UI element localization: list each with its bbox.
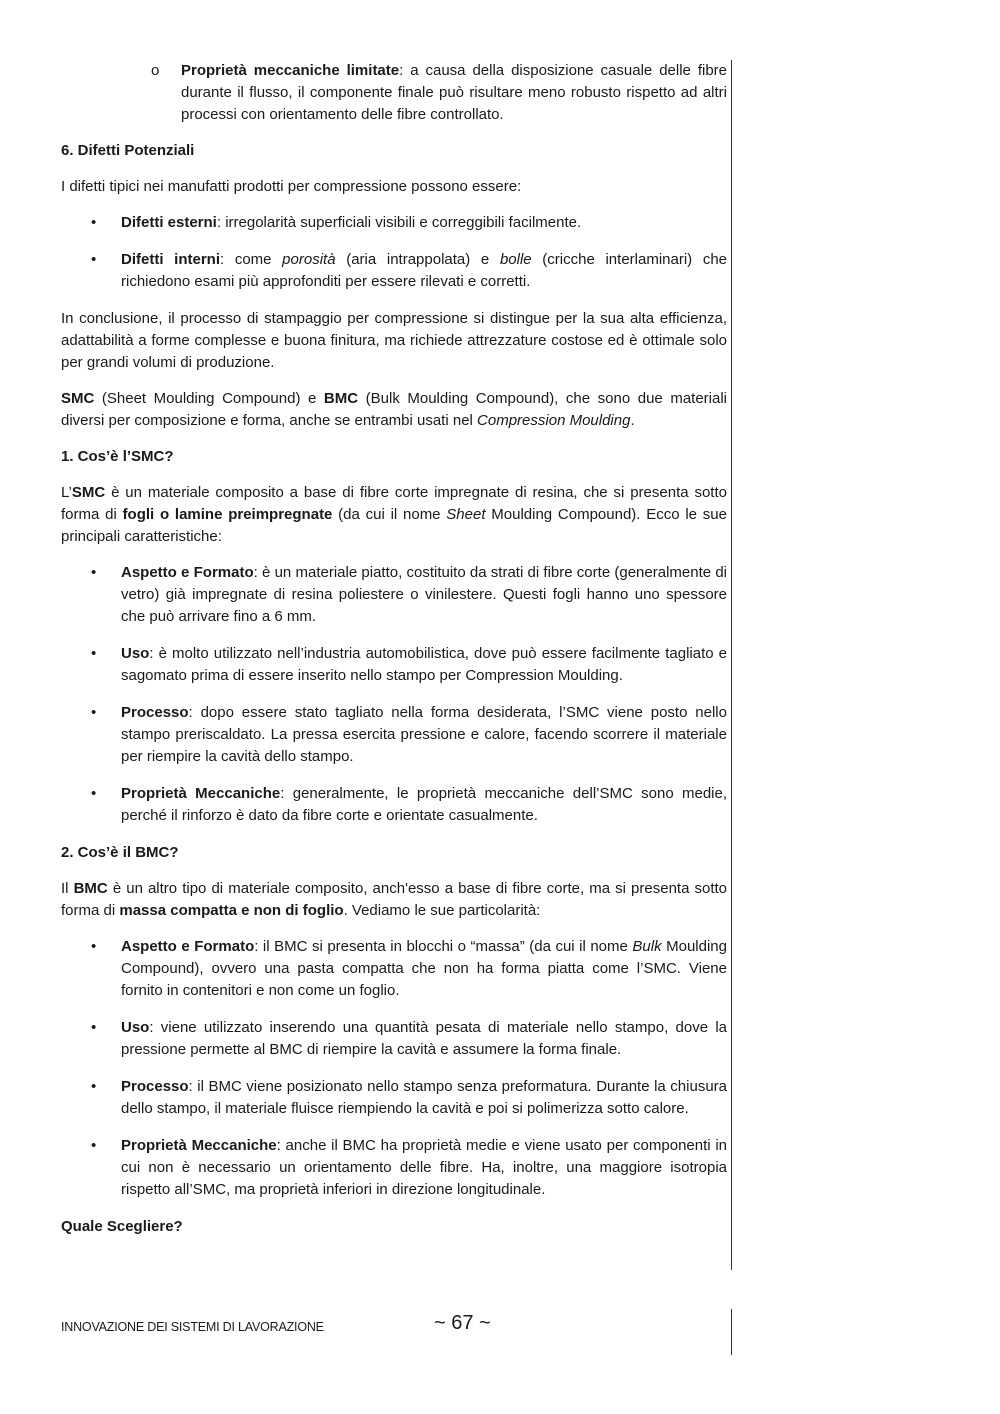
item-text: (aria intrappolata) e: [335, 251, 500, 268]
item-label: Processo: [121, 704, 189, 721]
section-heading-bmc: 2. Cos’è il BMC?: [61, 844, 179, 861]
italic-term: Sheet: [446, 506, 486, 523]
list-item: [61, 249, 727, 293]
section-heading-difetti: 6. Difetti Potenziali: [61, 142, 195, 159]
bullet-icon: •: [91, 785, 97, 802]
item-label: Difetti esterni: [121, 214, 217, 231]
item-text: : come: [220, 251, 283, 268]
page-content: [61, 60, 727, 1252]
bullet-icon: •: [91, 938, 97, 955]
bullet-icon: •: [91, 214, 97, 231]
list-item: [61, 1135, 727, 1201]
bullet-icon: •: [91, 1019, 97, 1036]
text-run: . Vediamo le sue particolarità:: [343, 902, 541, 919]
bullet-icon: •: [91, 1137, 97, 1154]
bold-term: BMC: [73, 880, 108, 897]
item-label: Aspetto e Formato: [121, 938, 255, 955]
sub-bullet-item: [151, 60, 727, 126]
list-item: [61, 783, 727, 827]
italic-term: porosità: [282, 251, 336, 268]
conclusion-paragraph: In conclusione, il processo di stampaggio per compressione si distingue per la sua alta efficienza, adattabilità a forme complesse e buona finitura, ma richiede attrezzature costose ed è ottimale solo per grandi volumi di produzione.: [61, 310, 727, 371]
item-label: Proprietà meccaniche limitate: [181, 62, 400, 79]
bullet-list-difetti: [61, 212, 727, 293]
footer-rule: [731, 1309, 732, 1355]
list-item: [61, 212, 727, 234]
item-label: Uso: [121, 645, 150, 662]
bold-term: fogli o lamine preimpregnate: [122, 506, 333, 523]
list-item: [61, 1017, 727, 1061]
paragraph: I difetti tipici nei manufatti prodotti per compressione possono essere:: [61, 178, 522, 195]
bold-term: BMC: [323, 390, 359, 407]
item-label: Processo: [121, 1078, 189, 1095]
text-run: (da cui il nome: [332, 506, 447, 523]
bold-term: massa compatta e non di foglio: [119, 902, 344, 919]
bold-term: SMC: [61, 390, 95, 407]
italic-term: Bulk: [632, 938, 662, 955]
item-label: Proprietà Meccaniche: [121, 785, 281, 802]
item-text: : il BMC si presenta in blocchi o “massa” (da cui il nome: [254, 938, 633, 955]
item-text: : viene utilizzato inserendo una quantità pesata di materiale nello stampo, dove la pressione permette al BMC di riempire la cavità e assumere la forma finale.: [121, 1019, 727, 1058]
text-run: .: [630, 412, 635, 429]
item-text: : è molto utilizzato nell’industria automobilistica, dove può essere facilmente tagliato e sagomato prima di essere inserito nello stampo per Compression Moulding.: [121, 645, 727, 684]
text-run: (Sheet Moulding Compound) e: [94, 390, 324, 407]
list-item: [61, 562, 727, 628]
smc-bmc-intro-paragraph: [61, 388, 727, 432]
item-label: Aspetto e Formato: [121, 564, 254, 581]
item-text: : irregolarità superficiali visibili e correggibili facilmente.: [216, 214, 582, 231]
bmc-intro-paragraph: [61, 878, 727, 922]
bullet-icon: •: [91, 645, 97, 662]
footer-course-title: INNOVAZIONE DEI SISTEMI DI LAVORAZIONE: [61, 1320, 324, 1334]
section-heading-quale-scegliere: Quale Scegliere?: [61, 1218, 183, 1235]
bullet-icon: •: [91, 704, 97, 721]
text-run: Il: [61, 880, 74, 897]
item-text: (cricche interlaminari) che richiedono esami più approfonditi per essere rilevati e corretti.: [121, 251, 728, 290]
bullet-list-smc: [61, 562, 727, 827]
text-run: è un materiale composito a base di fibre corte impregnate di resina, che si presenta sotto forma di: [61, 484, 727, 523]
item-text: : anche il BMC ha proprietà medie e viene usato per componenti in cui non è necessario un orientamento delle fibre. Ha, inoltre, una maggiore isotropia rispetto all’SMC, ma proprietà inferiori in direzione longitudinale.: [121, 1137, 728, 1198]
item-text: Moulding Compound), ovvero una pasta compatta che non ha forma piatta come l’SMC. Viene fornito in contenitori e non come un foglio.: [121, 938, 727, 999]
italic-term: bolle: [499, 251, 532, 268]
bullet-icon: •: [91, 564, 97, 581]
item-label: Proprietà Meccaniche: [121, 1137, 277, 1154]
bold-term: SMC: [71, 484, 106, 501]
list-item: [61, 1076, 727, 1120]
list-item: [61, 643, 727, 687]
text-run: Moulding Compound). Ecco le sue principali caratteristiche:: [61, 506, 727, 545]
bullet-list-bmc: [61, 936, 727, 1201]
bullet-icon: •: [91, 251, 97, 268]
text-run: (Bulk Moulding Compound), che sono due materiali diversi per composizione e forma, anche se entrambi usati nel: [61, 390, 728, 429]
bullet-icon: •: [91, 1078, 97, 1095]
item-text: : il BMC viene posizionato nello stampo senza preformatura. Durante la chiusura dello stampo, il materiale fluisce riempiendo la cavità e poi si polimerizza sotto calore.: [121, 1078, 727, 1117]
item-label: Uso: [121, 1019, 150, 1036]
margin-rule: [731, 60, 732, 1270]
item-text: : dopo essere stato tagliato nella forma desiderata, l’SMC viene posto nello stampo preriscaldato. La pressa esercita pressione e calore, facendo scorrere il materiale per riempire la cavità dello stampo.: [121, 704, 727, 765]
page-number: ~ 67 ~: [434, 1312, 491, 1334]
hollow-bullet-icon: o: [151, 62, 160, 79]
item-text: : a causa della disposizione casuale delle fibre durante il flusso, il componente finale può risultare meno robusto rispetto ad altri processi con orientamento delle fibre controllato.: [181, 62, 727, 123]
item-text: : generalmente, le proprietà meccaniche dell’SMC sono medie, perché il rinforzo è dato da fibre corte e orientate casualmente.: [121, 785, 727, 824]
smc-intro-paragraph: [61, 482, 727, 548]
italic-term: Compression Moulding: [477, 412, 631, 429]
list-item: [61, 702, 727, 768]
item-label: Difetti interni: [121, 251, 220, 268]
list-item: [61, 936, 727, 1002]
text-run: è un altro tipo di materiale composito, anch'esso a base di fibre corte, ma si presenta sotto forma di: [61, 880, 728, 919]
text-run: L’: [61, 484, 72, 501]
section-heading-smc: 1. Cos’è l’SMC?: [61, 448, 174, 465]
item-text: : è un materiale piatto, costituito da strati di fibre corte (generalmente di vetro) già impregnate di resina poliestere o vinilestere. Questi fogli hanno uno spessore che può arrivare fino a 6 mm.: [121, 564, 727, 625]
